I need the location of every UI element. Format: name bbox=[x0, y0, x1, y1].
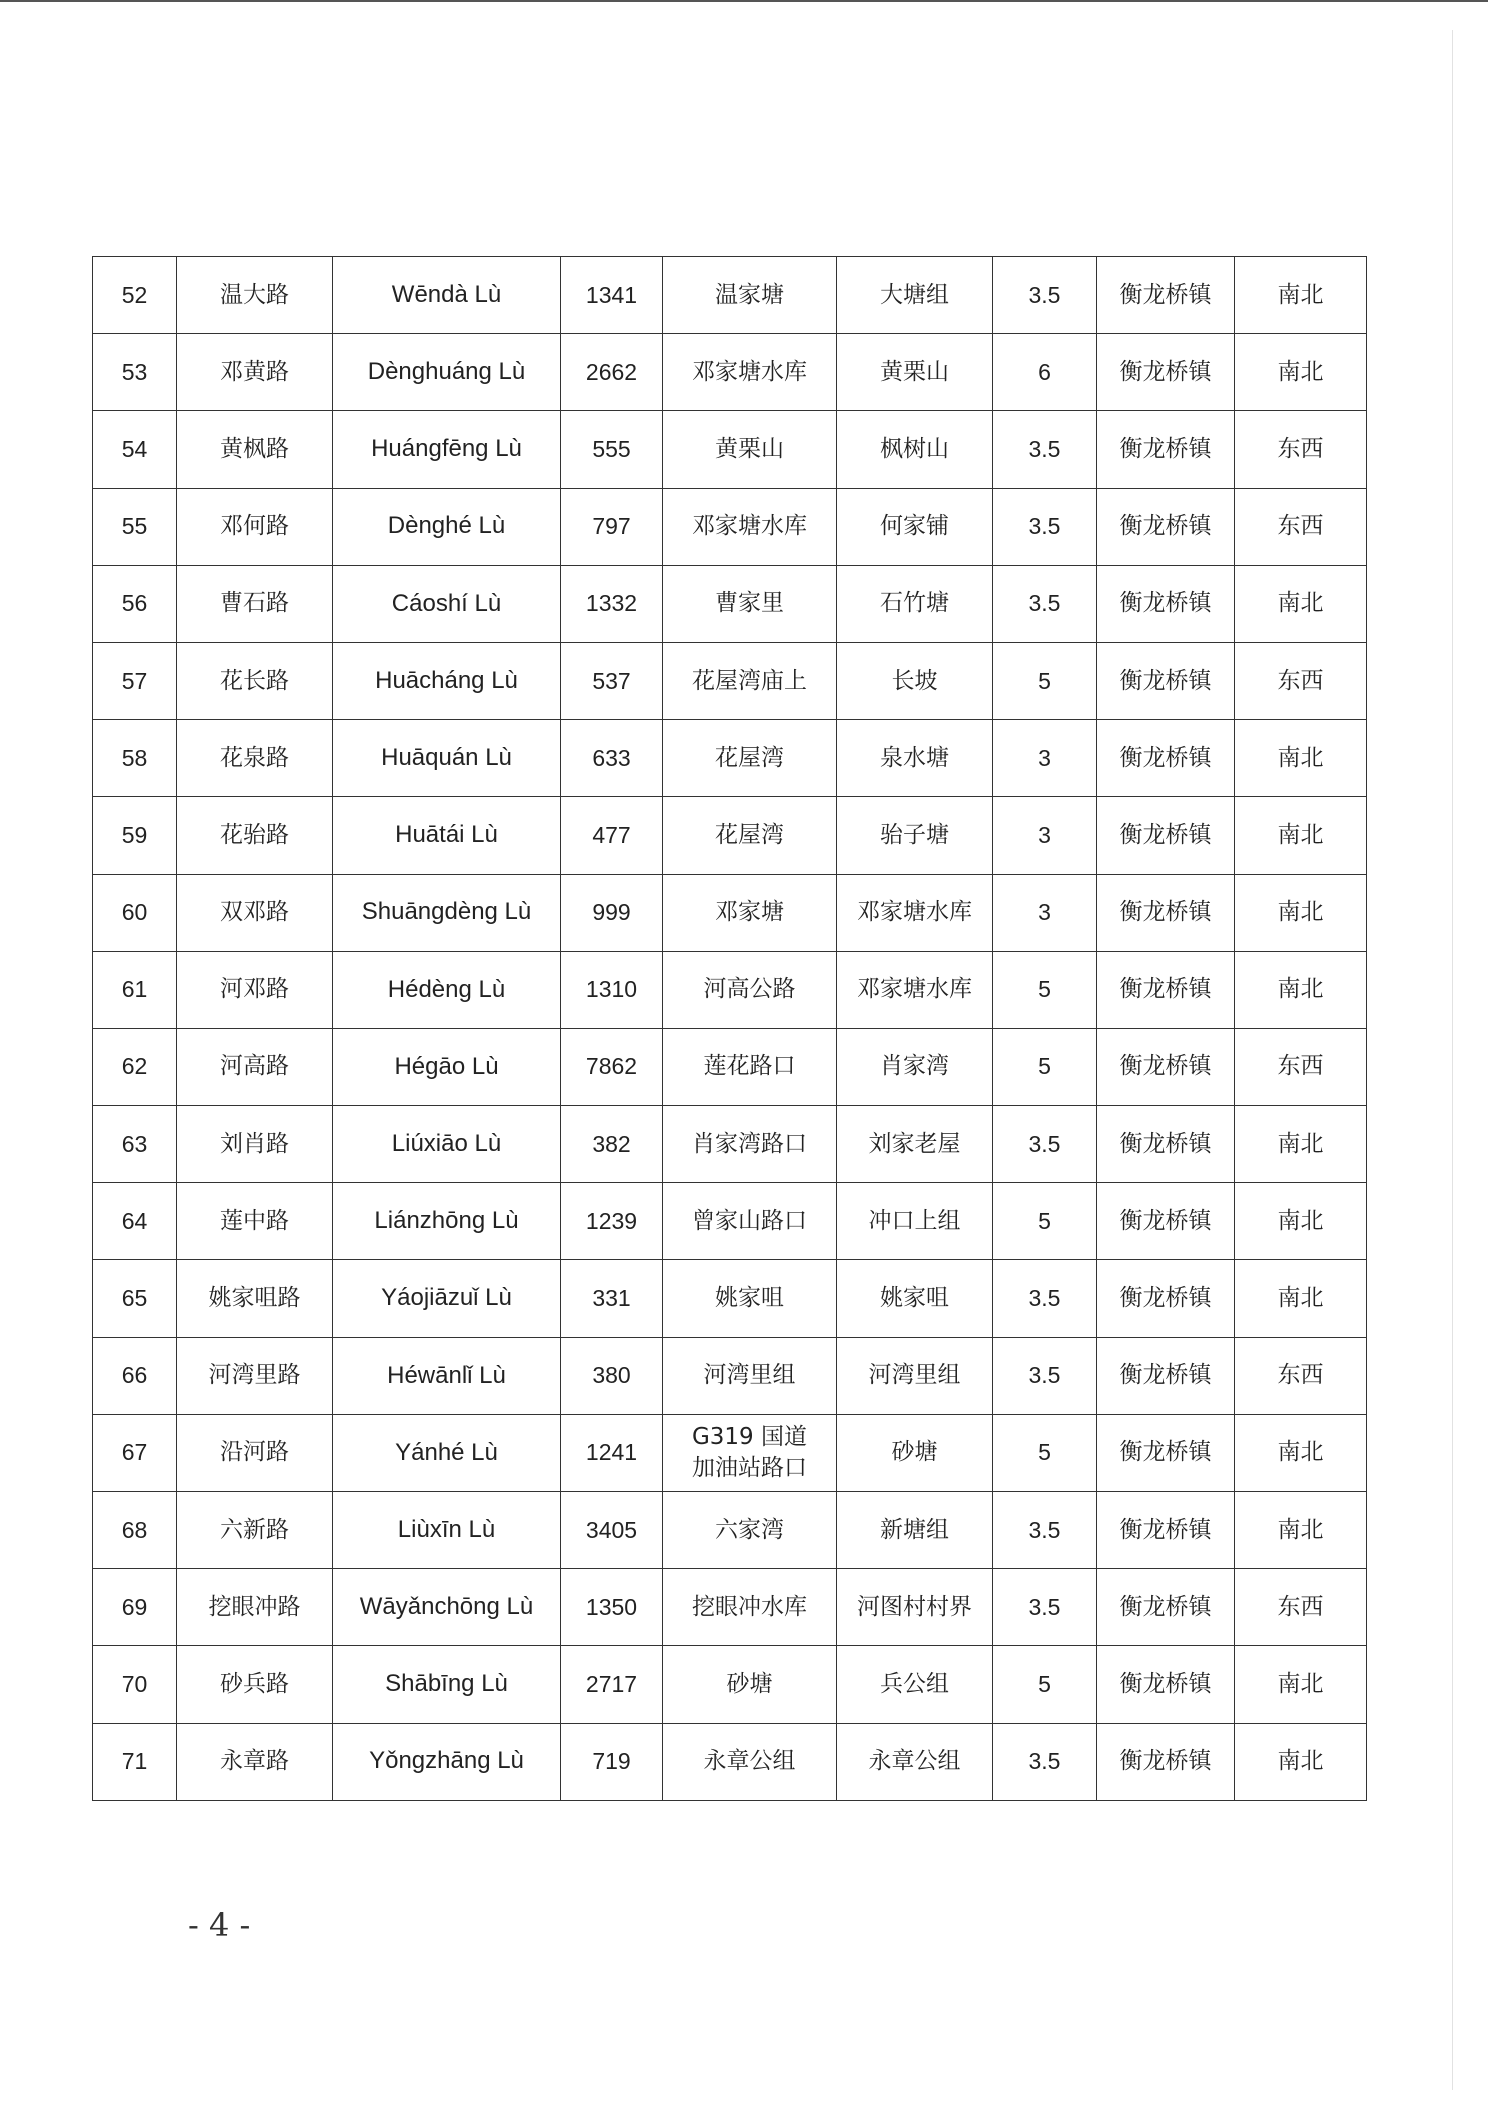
cell-length: 719 bbox=[561, 1723, 663, 1800]
cell-pinyin: Hédèng Lù bbox=[333, 951, 561, 1028]
cell-direction: 南北 bbox=[1235, 1646, 1367, 1723]
cell-start-point: 永章公组 bbox=[663, 1723, 837, 1800]
cell-start-point: 河湾里组 bbox=[663, 1337, 837, 1414]
cell-direction: 东西 bbox=[1235, 1569, 1367, 1646]
cell-length: 2717 bbox=[561, 1646, 663, 1723]
cell-width: 3.5 bbox=[993, 488, 1097, 565]
cell-number: 65 bbox=[93, 1260, 177, 1337]
cell-start-point: 邓家塘水库 bbox=[663, 334, 837, 411]
cell-end-point: 冲口上组 bbox=[837, 1183, 993, 1260]
table-row bbox=[93, 642, 1367, 719]
cell-start-point: 肖家湾路口 bbox=[663, 1106, 837, 1183]
cell-end-point: 永章公组 bbox=[837, 1723, 993, 1800]
cell-number: 59 bbox=[93, 797, 177, 874]
table-row bbox=[93, 720, 1367, 797]
cell-pinyin: Cáoshí Lù bbox=[333, 565, 561, 642]
cell-start-point: 邓家塘水库 bbox=[663, 488, 837, 565]
cell-direction: 南北 bbox=[1235, 720, 1367, 797]
cell-width: 5 bbox=[993, 1183, 1097, 1260]
cell-town: 衡龙桥镇 bbox=[1097, 257, 1235, 334]
table-row bbox=[93, 1106, 1367, 1183]
cell-pinyin: Shābīng Lù bbox=[333, 1646, 561, 1723]
cell-road-name: 花骀路 bbox=[177, 797, 333, 874]
cell-town: 衡龙桥镇 bbox=[1097, 1492, 1235, 1569]
table-row bbox=[93, 1414, 1367, 1491]
cell-town: 衡龙桥镇 bbox=[1097, 488, 1235, 565]
cell-length: 380 bbox=[561, 1337, 663, 1414]
cell-direction: 南北 bbox=[1235, 257, 1367, 334]
cell-road-name: 刘肖路 bbox=[177, 1106, 333, 1183]
cell-town: 衡龙桥镇 bbox=[1097, 642, 1235, 719]
cell-pinyin: Huāquán Lù bbox=[333, 720, 561, 797]
cell-end-point: 肖家湾 bbox=[837, 1028, 993, 1105]
cell-direction: 南北 bbox=[1235, 565, 1367, 642]
cell-pinyin: Dènghuáng Lù bbox=[333, 334, 561, 411]
cell-start-point: 曾家山路口 bbox=[663, 1183, 837, 1260]
cell-road-name: 姚家咀路 bbox=[177, 1260, 333, 1337]
cell-road-name: 邓黄路 bbox=[177, 334, 333, 411]
cell-direction: 南北 bbox=[1235, 1492, 1367, 1569]
cell-end-point: 邓家塘水库 bbox=[837, 874, 993, 951]
table-row bbox=[93, 874, 1367, 951]
cell-end-point: 石竹塘 bbox=[837, 565, 993, 642]
cell-pinyin: Shuāngdèng Lù bbox=[333, 874, 561, 951]
cell-road-name: 黄枫路 bbox=[177, 411, 333, 488]
cell-road-name: 河高路 bbox=[177, 1028, 333, 1105]
table-row bbox=[93, 257, 1367, 334]
cell-town: 衡龙桥镇 bbox=[1097, 720, 1235, 797]
cell-pinyin: Huācháng Lù bbox=[333, 642, 561, 719]
cell-number: 63 bbox=[93, 1106, 177, 1183]
cell-length: 1341 bbox=[561, 257, 663, 334]
cell-length: 1239 bbox=[561, 1183, 663, 1260]
cell-end-point: 邓家塘水库 bbox=[837, 951, 993, 1028]
cell-end-point: 长坡 bbox=[837, 642, 993, 719]
cell-number: 61 bbox=[93, 951, 177, 1028]
cell-pinyin: Yáojiāzuǐ Lù bbox=[333, 1260, 561, 1337]
cell-direction: 东西 bbox=[1235, 1337, 1367, 1414]
cell-number: 53 bbox=[93, 334, 177, 411]
cell-start-line: 加油站路口 bbox=[692, 1454, 807, 1481]
table-row bbox=[93, 797, 1367, 874]
table-row bbox=[93, 488, 1367, 565]
cell-width: 3.5 bbox=[993, 1492, 1097, 1569]
cell-start-point: 砂塘 bbox=[663, 1646, 837, 1723]
cell-pinyin: Hégāo Lù bbox=[333, 1028, 561, 1105]
cell-pinyin: Huángfēng Lù bbox=[333, 411, 561, 488]
cell-start-point: 花屋湾 bbox=[663, 797, 837, 874]
cell-town: 衡龙桥镇 bbox=[1097, 951, 1235, 1028]
cell-width: 3.5 bbox=[993, 1337, 1097, 1414]
cell-town: 衡龙桥镇 bbox=[1097, 797, 1235, 874]
cell-direction: 东西 bbox=[1235, 411, 1367, 488]
cell-start-point: 挖眼冲水库 bbox=[663, 1569, 837, 1646]
cell-pinyin: Wēndà Lù bbox=[333, 257, 561, 334]
cell-road-name: 花长路 bbox=[177, 642, 333, 719]
cell-number: 70 bbox=[93, 1646, 177, 1723]
cell-road-name: 河湾里路 bbox=[177, 1337, 333, 1414]
cell-length: 7862 bbox=[561, 1028, 663, 1105]
cell-town: 衡龙桥镇 bbox=[1097, 565, 1235, 642]
cell-town: 衡龙桥镇 bbox=[1097, 1569, 1235, 1646]
cell-end-point: 枫树山 bbox=[837, 411, 993, 488]
cell-road-name: 六新路 bbox=[177, 1492, 333, 1569]
cell-town: 衡龙桥镇 bbox=[1097, 1183, 1235, 1260]
cell-number: 66 bbox=[93, 1337, 177, 1414]
table-row bbox=[93, 334, 1367, 411]
cell-width: 3.5 bbox=[993, 1569, 1097, 1646]
cell-length: 555 bbox=[561, 411, 663, 488]
cell-length: 1241 bbox=[561, 1414, 663, 1491]
cell-end-point: 姚家咀 bbox=[837, 1260, 993, 1337]
scan-top-edge bbox=[0, 0, 1488, 2]
cell-start-point: 河高公路 bbox=[663, 951, 837, 1028]
scan-right-edge bbox=[1452, 30, 1453, 2090]
cell-number: 57 bbox=[93, 642, 177, 719]
table-row bbox=[93, 565, 1367, 642]
cell-town: 衡龙桥镇 bbox=[1097, 1723, 1235, 1800]
table-row bbox=[93, 951, 1367, 1028]
table-row bbox=[93, 1492, 1367, 1569]
cell-start-point: 莲花路口 bbox=[663, 1028, 837, 1105]
cell-length: 477 bbox=[561, 797, 663, 874]
cell-length: 1332 bbox=[561, 565, 663, 642]
cell-road-name: 莲中路 bbox=[177, 1183, 333, 1260]
cell-number: 52 bbox=[93, 257, 177, 334]
table-row bbox=[93, 1260, 1367, 1337]
cell-town: 衡龙桥镇 bbox=[1097, 334, 1235, 411]
cell-start-point bbox=[663, 1414, 837, 1491]
cell-start-point: 花屋湾 bbox=[663, 720, 837, 797]
cell-pinyin: Wāyǎnchōng Lù bbox=[333, 1569, 561, 1646]
cell-road-name: 花泉路 bbox=[177, 720, 333, 797]
cell-width: 3 bbox=[993, 797, 1097, 874]
cell-pinyin: Héwānlǐ Lù bbox=[333, 1337, 561, 1414]
cell-width: 5 bbox=[993, 1414, 1097, 1491]
cell-end-point: 新塘组 bbox=[837, 1492, 993, 1569]
cell-end-point: 河图村村界 bbox=[837, 1569, 993, 1646]
cell-town: 衡龙桥镇 bbox=[1097, 1414, 1235, 1491]
cell-width: 3.5 bbox=[993, 1260, 1097, 1337]
cell-width: 5 bbox=[993, 951, 1097, 1028]
table-row bbox=[93, 411, 1367, 488]
cell-start-point: 花屋湾庙上 bbox=[663, 642, 837, 719]
cell-start-line: G319 国道 bbox=[691, 1423, 808, 1450]
cell-end-point: 刘家老屋 bbox=[837, 1106, 993, 1183]
cell-road-name: 挖眼冲路 bbox=[177, 1569, 333, 1646]
cell-direction: 南北 bbox=[1235, 874, 1367, 951]
table-row bbox=[93, 1337, 1367, 1414]
cell-end-point: 何家铺 bbox=[837, 488, 993, 565]
cell-pinyin: Dènghé Lù bbox=[333, 488, 561, 565]
cell-start-point: 六家湾 bbox=[663, 1492, 837, 1569]
cell-road-name: 曹石路 bbox=[177, 565, 333, 642]
cell-length: 2662 bbox=[561, 334, 663, 411]
cell-end-point: 泉水塘 bbox=[837, 720, 993, 797]
cell-start-point: 温家塘 bbox=[663, 257, 837, 334]
cell-start-point: 姚家咀 bbox=[663, 1260, 837, 1337]
cell-pinyin: Liùxīn Lù bbox=[333, 1492, 561, 1569]
cell-direction: 东西 bbox=[1235, 642, 1367, 719]
cell-width: 3.5 bbox=[993, 1723, 1097, 1800]
cell-number: 55 bbox=[93, 488, 177, 565]
cell-direction: 南北 bbox=[1235, 1414, 1367, 1491]
cell-number: 58 bbox=[93, 720, 177, 797]
cell-direction: 南北 bbox=[1235, 1183, 1367, 1260]
cell-end-point: 黄栗山 bbox=[837, 334, 993, 411]
cell-direction: 南北 bbox=[1235, 1106, 1367, 1183]
cell-number: 54 bbox=[93, 411, 177, 488]
cell-road-name: 沿河路 bbox=[177, 1414, 333, 1491]
road-name-table bbox=[92, 256, 1367, 1801]
cell-town: 衡龙桥镇 bbox=[1097, 874, 1235, 951]
cell-road-name: 河邓路 bbox=[177, 951, 333, 1028]
cell-number: 67 bbox=[93, 1414, 177, 1491]
cell-town: 衡龙桥镇 bbox=[1097, 411, 1235, 488]
cell-width: 5 bbox=[993, 1028, 1097, 1105]
table-row bbox=[93, 1183, 1367, 1260]
cell-town: 衡龙桥镇 bbox=[1097, 1106, 1235, 1183]
cell-width: 3.5 bbox=[993, 257, 1097, 334]
cell-number: 64 bbox=[93, 1183, 177, 1260]
table-row bbox=[93, 1569, 1367, 1646]
cell-length: 3405 bbox=[561, 1492, 663, 1569]
cell-town: 衡龙桥镇 bbox=[1097, 1646, 1235, 1723]
table-row bbox=[93, 1723, 1367, 1800]
cell-road-name: 砂兵路 bbox=[177, 1646, 333, 1723]
cell-direction: 南北 bbox=[1235, 1260, 1367, 1337]
cell-town: 衡龙桥镇 bbox=[1097, 1337, 1235, 1414]
table-body bbox=[93, 257, 1367, 1801]
cell-pinyin: Huātái Lù bbox=[333, 797, 561, 874]
cell-width: 3 bbox=[993, 874, 1097, 951]
cell-road-name: 邓何路 bbox=[177, 488, 333, 565]
cell-direction: 南北 bbox=[1235, 1723, 1367, 1800]
cell-length: 537 bbox=[561, 642, 663, 719]
cell-pinyin: Yánhé Lù bbox=[333, 1414, 561, 1491]
cell-length: 1310 bbox=[561, 951, 663, 1028]
cell-length: 797 bbox=[561, 488, 663, 565]
cell-start-point: 曹家里 bbox=[663, 565, 837, 642]
cell-end-point: 骀子塘 bbox=[837, 797, 993, 874]
cell-town: 衡龙桥镇 bbox=[1097, 1028, 1235, 1105]
cell-length: 331 bbox=[561, 1260, 663, 1337]
cell-width: 6 bbox=[993, 334, 1097, 411]
cell-road-name: 双邓路 bbox=[177, 874, 333, 951]
cell-width: 5 bbox=[993, 642, 1097, 719]
cell-length: 1350 bbox=[561, 1569, 663, 1646]
cell-direction: 南北 bbox=[1235, 797, 1367, 874]
cell-number: 69 bbox=[93, 1569, 177, 1646]
cell-end-point: 兵公组 bbox=[837, 1646, 993, 1723]
cell-number: 71 bbox=[93, 1723, 177, 1800]
page-number: - 4 - bbox=[188, 1906, 251, 1944]
cell-length: 633 bbox=[561, 720, 663, 797]
cell-road-name: 永章路 bbox=[177, 1723, 333, 1800]
table-row bbox=[93, 1646, 1367, 1723]
cell-length: 382 bbox=[561, 1106, 663, 1183]
cell-direction: 东西 bbox=[1235, 488, 1367, 565]
cell-road-name: 温大路 bbox=[177, 257, 333, 334]
cell-width: 3.5 bbox=[993, 411, 1097, 488]
cell-width: 5 bbox=[993, 1646, 1097, 1723]
cell-pinyin: Liúxiāo Lù bbox=[333, 1106, 561, 1183]
cell-length: 999 bbox=[561, 874, 663, 951]
cell-start-point: 邓家塘 bbox=[663, 874, 837, 951]
cell-town: 衡龙桥镇 bbox=[1097, 1260, 1235, 1337]
cell-width: 3 bbox=[993, 720, 1097, 797]
cell-width: 3.5 bbox=[993, 565, 1097, 642]
table-row bbox=[93, 1028, 1367, 1105]
cell-number: 56 bbox=[93, 565, 177, 642]
cell-pinyin: Liánzhōng Lù bbox=[333, 1183, 561, 1260]
cell-number: 60 bbox=[93, 874, 177, 951]
cell-number: 62 bbox=[93, 1028, 177, 1105]
cell-start-point: 黄栗山 bbox=[663, 411, 837, 488]
cell-end-point: 河湾里组 bbox=[837, 1337, 993, 1414]
cell-number: 68 bbox=[93, 1492, 177, 1569]
cell-direction: 东西 bbox=[1235, 1028, 1367, 1105]
cell-end-point: 大塘组 bbox=[837, 257, 993, 334]
cell-width: 3.5 bbox=[993, 1106, 1097, 1183]
cell-end-point: 砂塘 bbox=[837, 1414, 993, 1491]
cell-direction: 南北 bbox=[1235, 334, 1367, 411]
cell-pinyin: Yǒngzhāng Lù bbox=[333, 1723, 561, 1800]
cell-direction: 南北 bbox=[1235, 951, 1367, 1028]
